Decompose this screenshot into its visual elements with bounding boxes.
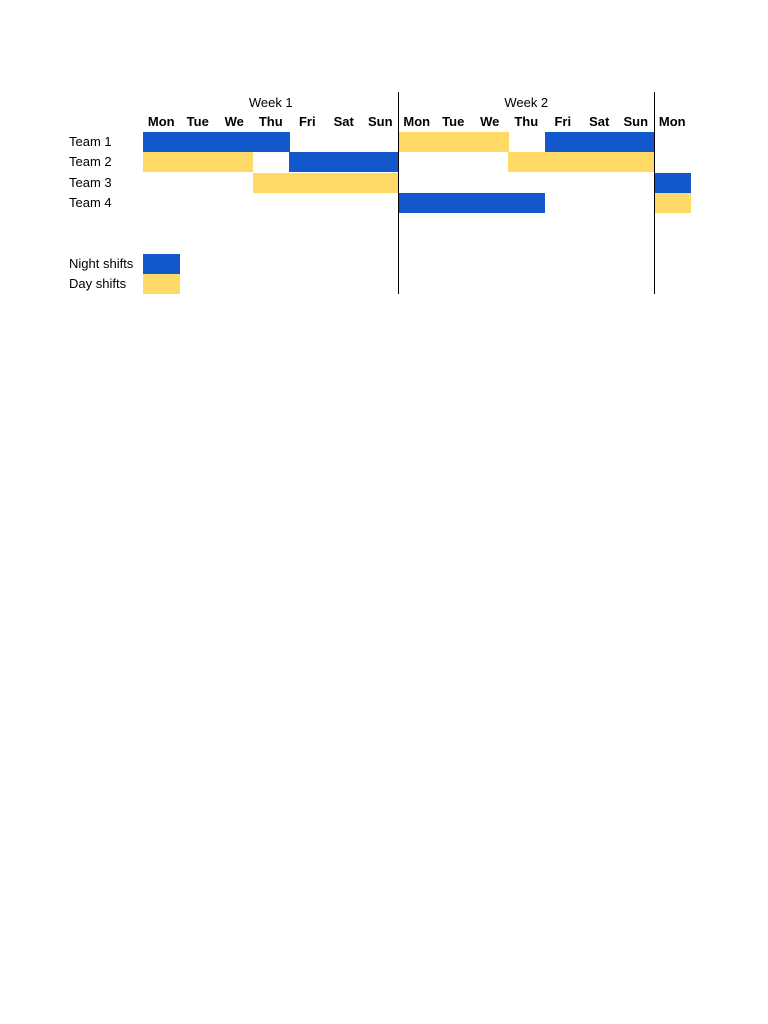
week-header: Week 2 (504, 95, 549, 110)
day-shift-cell (472, 132, 509, 152)
night-shift-cell (435, 193, 472, 213)
night-shift-cell (326, 152, 363, 172)
team-label: Team 1 (69, 134, 112, 149)
day-header: Thu (258, 114, 283, 129)
day-shift-cell (654, 193, 691, 213)
day-shift-cell (545, 152, 582, 172)
day-header: Sun (623, 114, 649, 129)
night-shift-cell (180, 132, 217, 152)
day-header: We (480, 114, 500, 129)
day-header: Fri (554, 114, 572, 129)
legend-night-swatch (143, 254, 180, 274)
night-shift-cell (216, 132, 253, 152)
week-divider-line (398, 92, 399, 294)
night-shift-cell (143, 132, 180, 152)
day-header: Thu (514, 114, 539, 129)
night-shift-cell (545, 132, 582, 152)
day-shift-cell (618, 152, 655, 172)
day-header: Mon (403, 114, 431, 129)
night-shift-cell (399, 193, 436, 213)
day-header: Mon (147, 114, 175, 129)
night-shift-cell (289, 152, 326, 172)
night-shift-cell (654, 173, 691, 193)
night-shift-cell (508, 193, 545, 213)
night-shift-cell (618, 132, 655, 152)
night-shift-cell (362, 152, 399, 172)
day-shift-cell (253, 173, 290, 193)
week-header: Week 1 (248, 95, 293, 110)
day-shift-cell (508, 152, 545, 172)
day-header: Fri (298, 114, 316, 129)
day-shift-cell (362, 173, 399, 193)
legend-day-swatch (143, 274, 180, 294)
legend-label: Night shifts (69, 256, 134, 271)
team-label: Team 4 (69, 194, 112, 210)
day-shift-cell (581, 152, 618, 172)
day-header: Sat (333, 114, 354, 129)
day-shift-cell (216, 152, 253, 172)
day-shift-cell (399, 132, 436, 152)
week-divider-line (654, 92, 655, 294)
day-header: Sun (367, 114, 393, 129)
day-shift-cell (143, 152, 180, 172)
day-shift-cell (289, 173, 326, 193)
day-header: Sat (589, 114, 610, 129)
legend-label: Day shifts (69, 276, 127, 292)
day-shift-cell (180, 152, 217, 172)
day-shift-cell (326, 173, 363, 193)
night-shift-cell (472, 193, 509, 213)
team-label: Team 2 (69, 154, 112, 170)
day-shift-cell (435, 132, 472, 152)
night-shift-cell (253, 132, 290, 152)
night-shift-cell (581, 132, 618, 152)
team-label: Team 3 (69, 174, 112, 190)
day-header: We (224, 114, 244, 129)
day-header: Tue (442, 114, 465, 129)
day-header: Tue (186, 114, 209, 129)
day-header: Mon (658, 114, 686, 129)
